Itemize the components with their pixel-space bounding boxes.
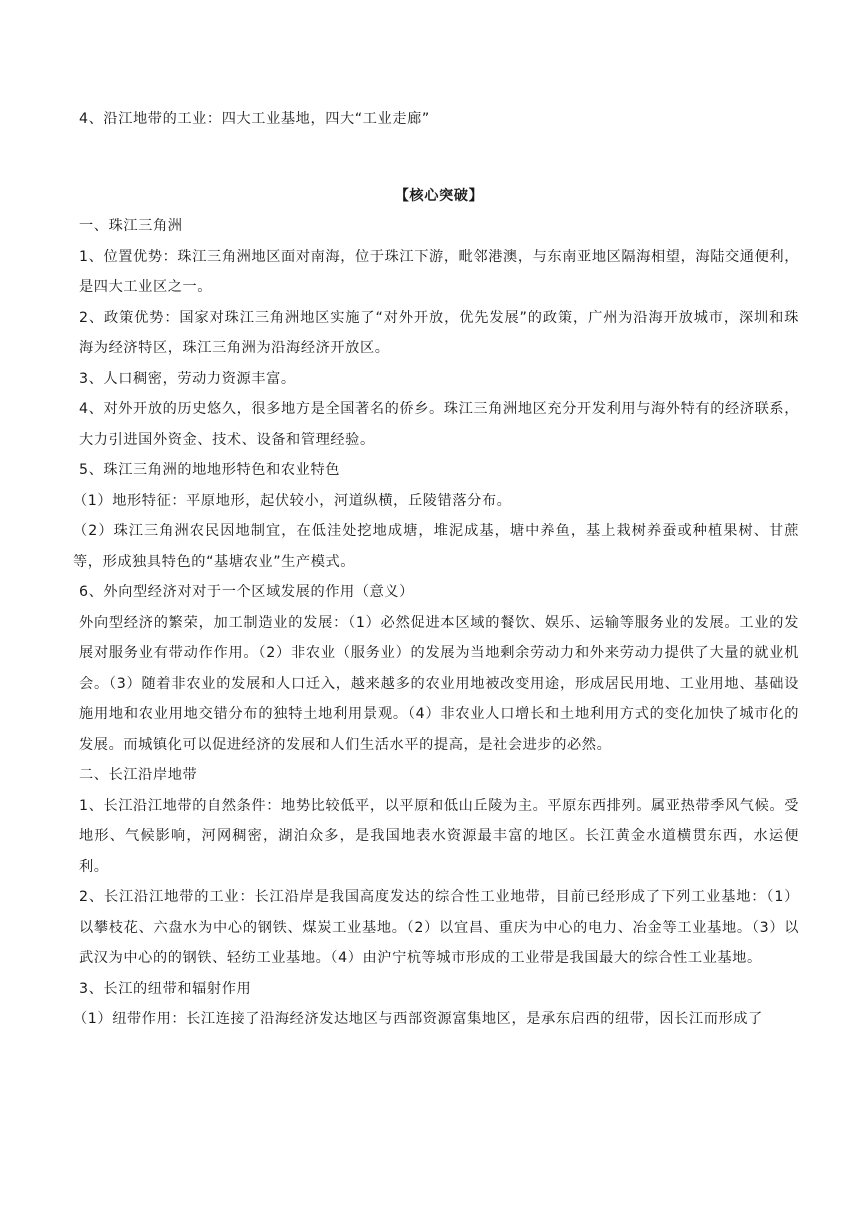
paragraph: 4、对外开放的历史悠久，很多地方是全国著名的侨乡。珠江三角洲地区充分开发利用与海外特有的经济联系，大力引进国外资金、技术、设备和管理经验。 (79, 401, 799, 448)
paragraph: 2、政策优势：国家对珠江三角洲地区实施了“对外开放，优先发展”的政策，广州为沿海开放城市，深圳和珠海为经济特区，珠江三角洲为沿海经济开放区。 (79, 309, 799, 356)
paragraph: 2、长江沿江地带的工业：长江沿岸是我国高度发达的综合性工业地带，目前已经形成了下列工业基地：（1）以攀枝花、六盘水为中心的钢铁、煤炭工业基地。（2）以宜昌、重庆为中心的电力、冶金等工业基地。（3）以武汉为中心的的钢铁、轻纺工业基地。（4）由沪宁杭等城市形成的工业带是我国最大的综合性工业基地。 (79, 889, 799, 966)
section-heading: 【核心突破】 (394, 187, 484, 204)
paragraph: 6、外向型经济对对于一个区域发展的作用（意义） (79, 584, 414, 600)
paragraph: （1）纽带作用：长江连接了沿海经济发达地区与西部资源富集地区，是承东启西的纽带，因长江而形成了 (73, 1011, 763, 1027)
section-title-pearl-river-delta: 一、珠江三角洲 (79, 218, 183, 234)
paragraph: （1）地形特征：平原地形，起伏较小，河道纵横，丘陵错落分布。 (73, 492, 512, 509)
paragraph: 1、位置优势：珠江三角洲地区面对南海，位于珠江下游，毗邻港澳，与东南亚地区隔海相望，海陆交通便利，是四大工业区之一。 (79, 248, 799, 295)
spacer (79, 135, 799, 181)
document-body (73, 104, 799, 1035)
paragraph: 1、长江沿江地带的自然条件：地势比较低平，以平原和低山丘陵为主。平原东西排列。属亚热带季风气候。受地形、气候影响，河网稠密，湖泊众多，是我国地表水资源最丰富的地区。长江黄金水道横贯东西，水运便利。 (79, 797, 799, 875)
paragraph: 外向型经济的繁荣，加工制造业的发展：（1）必然促进本区域的餐饮、娱乐、运输等服务业的发展。工业的发展对服务业有带动作作用。（2）非农业（服务业）的发展为当地剩余劳动力和外来劳动力提供了大量的就业机会。（3）随着非农业的发展和人口迁入，越来越多的农业用地被改变用途，形成居民用地、工业用地、基础设施用地和农业用地交错分布的独特土地利用景观。（4）非农业人口增长和土地利用方式的变化加快了城市化的发展。而城镇化可以促进经济的发展和人们生活水平的提高，是社会进步的必然。 (79, 614, 799, 753)
paragraph: （2）珠江三角洲农民因地制宜，在低洼处挖地成塘，堆泥成基，塘中养鱼，基上栽树养蚕或种植果树、甘蔗等，形成独具特色的“基塘农业”生产模式。 (73, 523, 799, 570)
section-title-yangtze: 二、长江沿岸地带 (79, 767, 198, 783)
top-line: 4、沿江地带的工业：四大工业基地，四大“工业走廊” (79, 111, 430, 127)
paragraph: 5、珠江三角洲的地地形特色和农业特色 (79, 462, 341, 478)
paragraph: 3、长江的纽带和辐射作用 (79, 980, 252, 997)
paragraph: 3、人口稠密，劳动力资源丰富。 (79, 370, 296, 387)
